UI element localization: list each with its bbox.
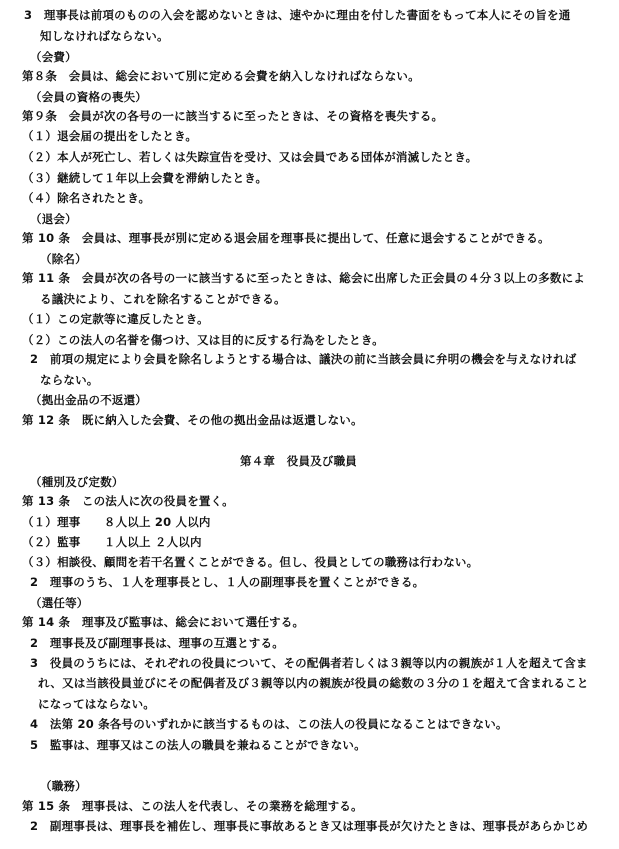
- article14-para3-line1: 3 役員のうちには、それぞれの役員について、その配偶者若しくは３親等以内の親族が１人を超えて含ま: [30, 656, 588, 670]
- article14-para2: 2 理事長及び副理事長は、理事の互選とする。: [30, 636, 284, 650]
- article10: 第 10 条 会員は、理事長が別に定める退会届を理事長に提出して、任意に退会することができる。: [22, 231, 550, 245]
- article11-line1: 第 11 条 会員が次の各号の一に該当するに至ったときは、総会に出席した正会員の４分３以上の多数によ: [22, 271, 586, 285]
- article13-item1: （１）理事 ８人以上 20 人以内: [22, 515, 211, 529]
- article15: 第 15 条 理事長は、この法人を代表し、その業務を総理する。: [22, 799, 363, 813]
- article11-para2-line1: 2 前項の規定により会員を除名しようとする場合は、議決の前に当該会員に弁明の機会を与えなければ: [30, 352, 577, 366]
- article7-para3-line2: 知しなければならない。: [40, 29, 169, 43]
- article9-item4: （４）除名されたとき。: [22, 191, 151, 205]
- article14-para4: 4 法第 20 条各号のいずれかに該当するものは、この法人の役員になることはできない。: [30, 717, 508, 731]
- article13-item2: （２）監事 １人以上 ２人以内: [22, 535, 202, 549]
- article7-para3-line1: 3 理事長は前項のものの入会を認めないときは、速やかに理由を付した書面をもって本人にその旨を通: [24, 8, 571, 22]
- article14: 第 14 条 理事及び監事は、総会において選任する。: [22, 615, 305, 629]
- article14-para5: 5 監事は、理事又はこの法人の職員を兼ねることができない。: [30, 738, 366, 752]
- article15-para2: 2 副理事長は、理事長を補佐し、理事長に事故あるとき又は理事長が欠けたときは、理事長があらかじめ: [30, 819, 589, 833]
- heading-withdrawal: （退会）: [30, 212, 77, 226]
- article13-item3: （３）相談役、顧問を若干名置くことができる。但し、役員としての職務は行わない。: [22, 555, 479, 569]
- article12: 第 12 条 既に納入した会費、その他の拠出金品は返還しない。: [22, 413, 363, 427]
- article11-line2: る議決により、これを除名することができる。: [40, 292, 286, 306]
- article11-para2-line2: ならない。: [40, 373, 99, 387]
- article9-item3: （３）継続して１年以上会費を滞納したとき。: [22, 171, 268, 185]
- heading-loss-of-membership: （会員の資格の喪失）: [30, 90, 147, 104]
- heading-expulsion: （除名）: [40, 252, 87, 266]
- heading-election: （選任等）: [30, 596, 89, 610]
- article9-item2: （２）本人が死亡し、若しくは失踪宣告を受け、又は会員である団体が消滅したとき。: [22, 150, 478, 164]
- heading-types-and-numbers: （種別及び定数）: [30, 475, 124, 489]
- article11-item1: （１）この定款等に違反したとき。: [22, 312, 209, 326]
- chapter4-title: 第４章 役員及び職員: [240, 454, 357, 468]
- article13: 第 13 条 この法人に次の役員を置く。: [22, 494, 234, 508]
- article13-para2: 2 理事のうち、１人を理事長とし、１人の副理事長を置くことができる。: [30, 575, 425, 589]
- heading-membership-fee: （会費）: [30, 50, 77, 64]
- article14-para3-line3: になってはならない。: [38, 697, 155, 711]
- article8: 第８条 会員は、総会において別に定める会費を納入しなければならない。: [22, 69, 420, 83]
- heading-duties: （職務）: [40, 779, 87, 793]
- article9-item1: （１）退会届の提出をしたとき。: [22, 129, 198, 143]
- article14-para3-line2: れ、又は当該役員並びにその配偶者及び３親等以内の親族が役員の総数の３分の１を超えて含まれること: [38, 676, 589, 690]
- article11-item2: （２）この法人の名誉を傷つけ、又は目的に反する行為をしたとき。: [22, 333, 384, 347]
- heading-non-return: （拠出金品の不返還）: [30, 393, 147, 407]
- article9: 第９条 会員が次の各号の一に該当するに至ったときは、その資格を喪失する。: [22, 109, 444, 123]
